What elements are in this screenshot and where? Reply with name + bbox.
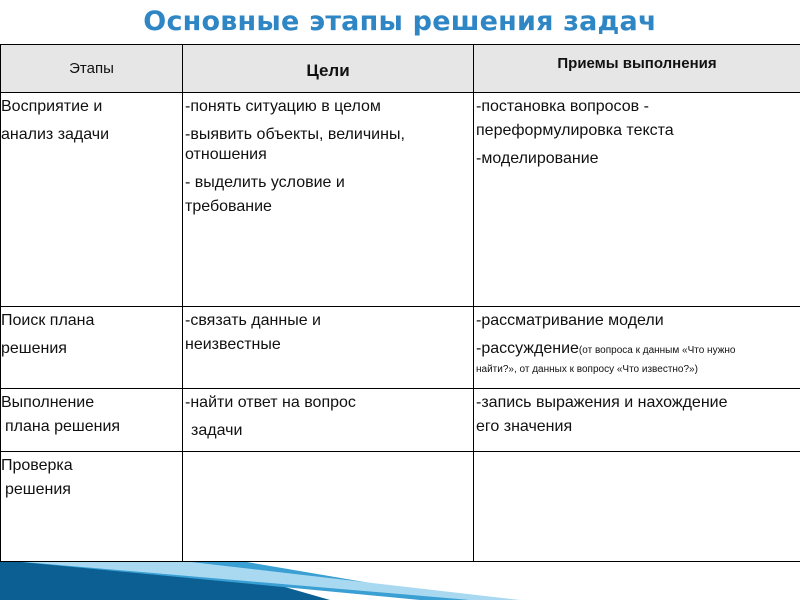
- header-stages: Этапы: [1, 45, 183, 93]
- method-line: -постановка вопросов -: [476, 98, 649, 115]
- header-goals: Цели: [183, 45, 474, 93]
- method-line: -моделирование: [476, 150, 599, 167]
- goals-cell: [183, 93, 474, 307]
- goal-line: -связать данные и: [185, 312, 321, 329]
- goal-line: -выявить объекты, величины,: [185, 126, 405, 143]
- method-text: -рассуждение: [476, 340, 579, 357]
- header-methods: Приемы выполнения: [474, 45, 800, 93]
- stage-cell: [1, 93, 183, 307]
- stage-line: Проверка: [1, 457, 73, 474]
- methods-cell: [474, 307, 800, 389]
- method-line: [476, 337, 800, 363]
- method-note: (от вопроса к данным «Что нужно: [578, 345, 736, 356]
- method-line: переформулировка текста: [476, 122, 674, 139]
- goal-line: неизвестные: [185, 336, 281, 353]
- goal-line: - выделить условие и: [185, 174, 345, 191]
- stage-cell: [1, 452, 183, 562]
- methods-cell: [474, 93, 800, 307]
- goals-cell: [183, 307, 474, 389]
- goal-line: -понять ситуацию в целом: [185, 98, 381, 115]
- stage-line: решения: [1, 340, 67, 357]
- table-row: [1, 93, 800, 307]
- goal-line: задачи: [191, 422, 243, 439]
- method-line: -запись выражения и нахождение: [476, 394, 728, 411]
- stage-line: плана решения: [5, 418, 121, 435]
- table-row: [1, 389, 800, 452]
- stage-line: Поиск плана: [1, 312, 95, 329]
- stage-line: решения: [5, 481, 71, 498]
- goal-line: требование: [185, 198, 272, 215]
- goals-cell: [183, 452, 474, 562]
- goal-line: -найти ответ на вопрос: [185, 394, 356, 411]
- table-header-row: [1, 45, 800, 93]
- goal-line: отношения: [185, 146, 267, 163]
- page-title: Основные этапы решения задач: [143, 6, 657, 37]
- table-row: [1, 307, 800, 389]
- methods-cell: [474, 389, 800, 452]
- goals-cell: [183, 389, 474, 452]
- stage-line: Выполнение: [1, 394, 95, 411]
- stage-line: анализ задачи: [1, 126, 110, 143]
- method-line: его значения: [476, 418, 573, 435]
- table-row: [1, 452, 800, 562]
- stages-table: [0, 44, 800, 562]
- method-line: -рассматривание модели: [476, 312, 664, 329]
- method-note: найти?», от данных к вопросу «Что известно?»): [476, 364, 698, 375]
- stage-cell: [1, 389, 183, 452]
- stage-line: Восприятие и: [1, 98, 103, 115]
- methods-cell: [474, 452, 800, 562]
- stage-cell: [1, 307, 183, 389]
